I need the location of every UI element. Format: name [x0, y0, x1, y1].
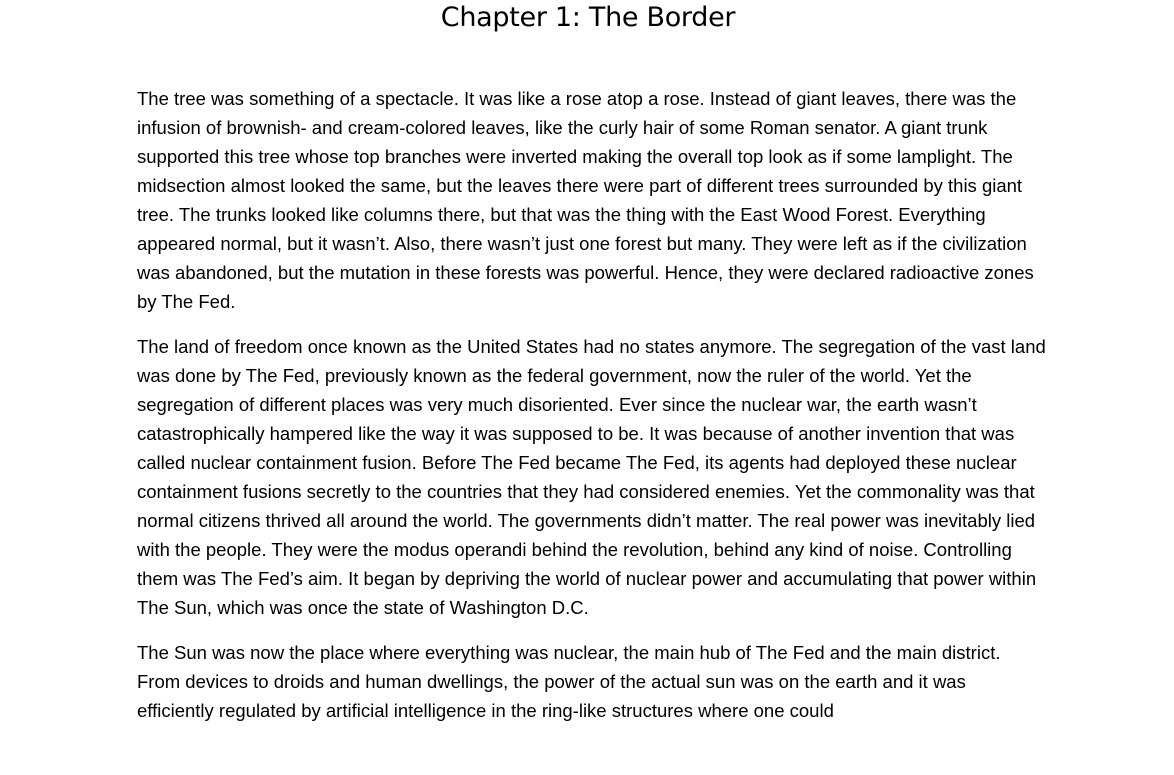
paragraph-1: The tree was something of a spectacle. It was like a rose atop a rose. Instead of giant leaves, there was the infusion of brownish- and cream-colored leaves, like the curly hair of some Roman senator. A giant trunk supported this tree whose top branches were inverted making the overall top look as if some lamplight. The midsection almost looked the same, but the leaves there were part of different trees surrounded by this giant tree. The trunks looked like columns there, but that was the thing with the East Wood Forest. Everything appeared normal, but it wasn’t. Also, there wasn’t just one forest but many. They were left as if the civilization was abandoned, but the mutation in these forests was powerful. Hence, they were declared radioactive zones by The Fed.	[137, 88, 1034, 312]
document-body	[137, 84, 1047, 741]
chapter-title: Chapter 1: The Border	[440, 2, 736, 33]
paragraph-2: The land of freedom once known as the United States had no states anymore. The segregation of the vast land was done by The Fed, previously known as the federal government, now the ruler of the world. Yet the segregation of different places was very much disoriented. Ever since the nuclear war, the earth wasn’t catastrophically hampered like the way it was supposed to be. It was because of another invention that was called nuclear containment fusion. Before The Fed became The Fed, its agents had deployed these nuclear containment fusions secretly to the countries that they had considered enemies. Yet the commonality was that normal citizens thrived all around the world. The governments didn’t matter. The real power was inevitably lied with the people. They were the modus operandi behind the revolution, behind any kind of noise. Controlling them was The Fed’s aim. It began by depriving the world of nuclear power and accumulating that power within The Sun, which was once the state of Washington D.C.	[137, 336, 1046, 618]
paragraph-3: The Sun was now the place where everything was nuclear, the main hub of The Fed and the main district. From devices to droids and human dwellings, the power of the actual sun was on the earth and it was efficiently regulated by artificial intelligence in the ring-like structures where one could	[137, 642, 1001, 721]
